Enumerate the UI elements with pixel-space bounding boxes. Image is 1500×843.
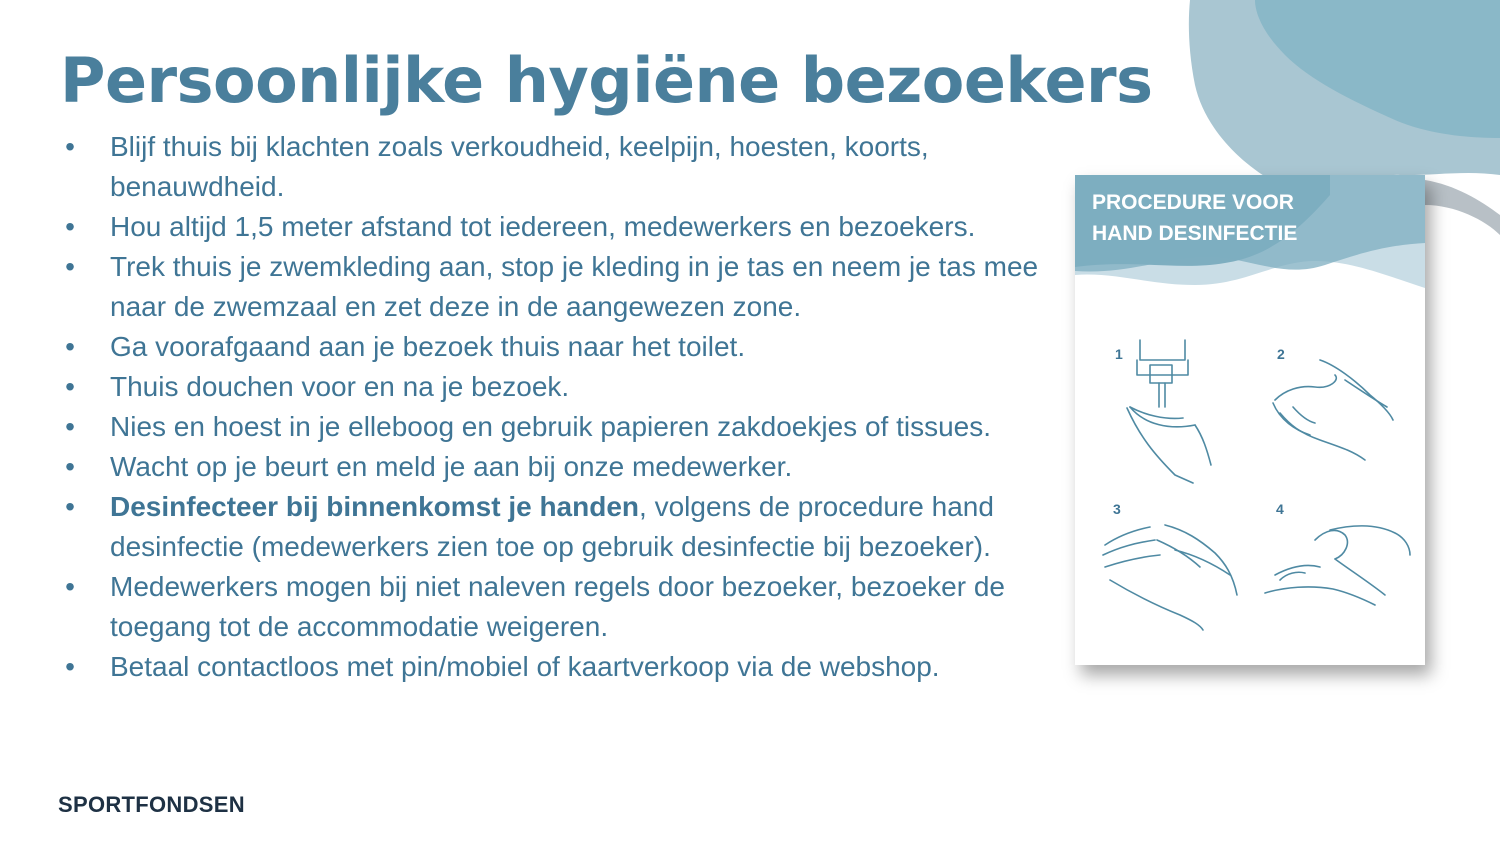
dispenser-hand-icon (1127, 340, 1211, 483)
list-item-text: Blijf thuis bij klachten zoals verkoudheid, keelpijn, hoesten, koorts, benauwdheid. (110, 131, 929, 202)
poster-title-line1: PROCEDURE VOOR (1092, 191, 1294, 214)
bullet-dot: • (65, 131, 75, 162)
bullet-dot: • (65, 371, 75, 402)
bullet-dot: • (65, 651, 75, 682)
list-item-text: Ga voorafgaand aan je bezoek thuis naar het toilet. (110, 331, 746, 362)
step-number-2: 2 (1277, 346, 1285, 362)
poster-title-line2: HAND DESINFECTIE (1092, 222, 1298, 245)
page-title: Persoonlijke hygiëne bezoekers (60, 44, 1153, 117)
hand-disinfection-poster (1075, 175, 1425, 665)
list-item-text: , volgens de procedure hand desinfectie (medewerkers zien toe op gebruik desinfectie bij bezoeker). (110, 491, 994, 562)
bullet-dot: • (65, 211, 75, 242)
list-item (58, 487, 1078, 567)
sportfondsen-logo: SPORTFONDSEN (58, 792, 245, 817)
interlaced-fingers-icon (1103, 525, 1237, 630)
hand-washing-illustrations (1075, 175, 1425, 665)
list-item-text: Wacht op je beurt en meld je aan bij onze medewerker. (110, 451, 793, 482)
list-item-bold: Desinfecteer bij binnenkomst je handen (110, 491, 640, 522)
bullet-list (58, 127, 1078, 687)
list-item-text: Betaal contactloos met pin/mobiel of kaartverkoop via de webshop. (110, 651, 940, 682)
step-number-1: 1 (1115, 346, 1123, 362)
list-item (58, 407, 1078, 447)
bullet-dot: • (65, 411, 75, 442)
list-item (58, 247, 1078, 327)
list-item-text: Thuis douchen voor en na je bezoek. (110, 371, 570, 402)
list-item (58, 327, 1078, 367)
list-item (58, 567, 1078, 647)
rubbing-palms-icon (1273, 360, 1393, 460)
list-item (58, 367, 1078, 407)
bullet-dot: • (65, 251, 75, 282)
list-item-text: Nies en hoest in je elleboog en gebruik papieren zakdoekjes of tissues. (110, 411, 992, 442)
bullet-dot: • (65, 331, 75, 362)
list-item (58, 127, 1078, 207)
bullet-dot: • (65, 571, 75, 602)
step-number-3: 3 (1113, 501, 1121, 517)
bullet-dot: • (65, 491, 75, 522)
list-item (58, 647, 1078, 687)
fingertips-rubbing-icon (1265, 526, 1410, 605)
bullet-dot: • (65, 451, 75, 482)
step-number-4: 4 (1276, 501, 1284, 517)
list-item-text: Hou altijd 1,5 meter afstand tot iedereen, medewerkers en bezoekers. (110, 211, 976, 242)
list-item (58, 447, 1078, 487)
list-item-text: Trek thuis je zwemkleding aan, stop je kleding in je tas en neem je tas mee naar de zwemzaal en zet deze in de aangewezen zone. (110, 251, 1039, 322)
list-item-text: Medewerkers mogen bij niet naleven regels door bezoeker, bezoeker de toegang tot de accommodatie weigeren. (110, 571, 1005, 642)
list-item (58, 207, 1078, 247)
